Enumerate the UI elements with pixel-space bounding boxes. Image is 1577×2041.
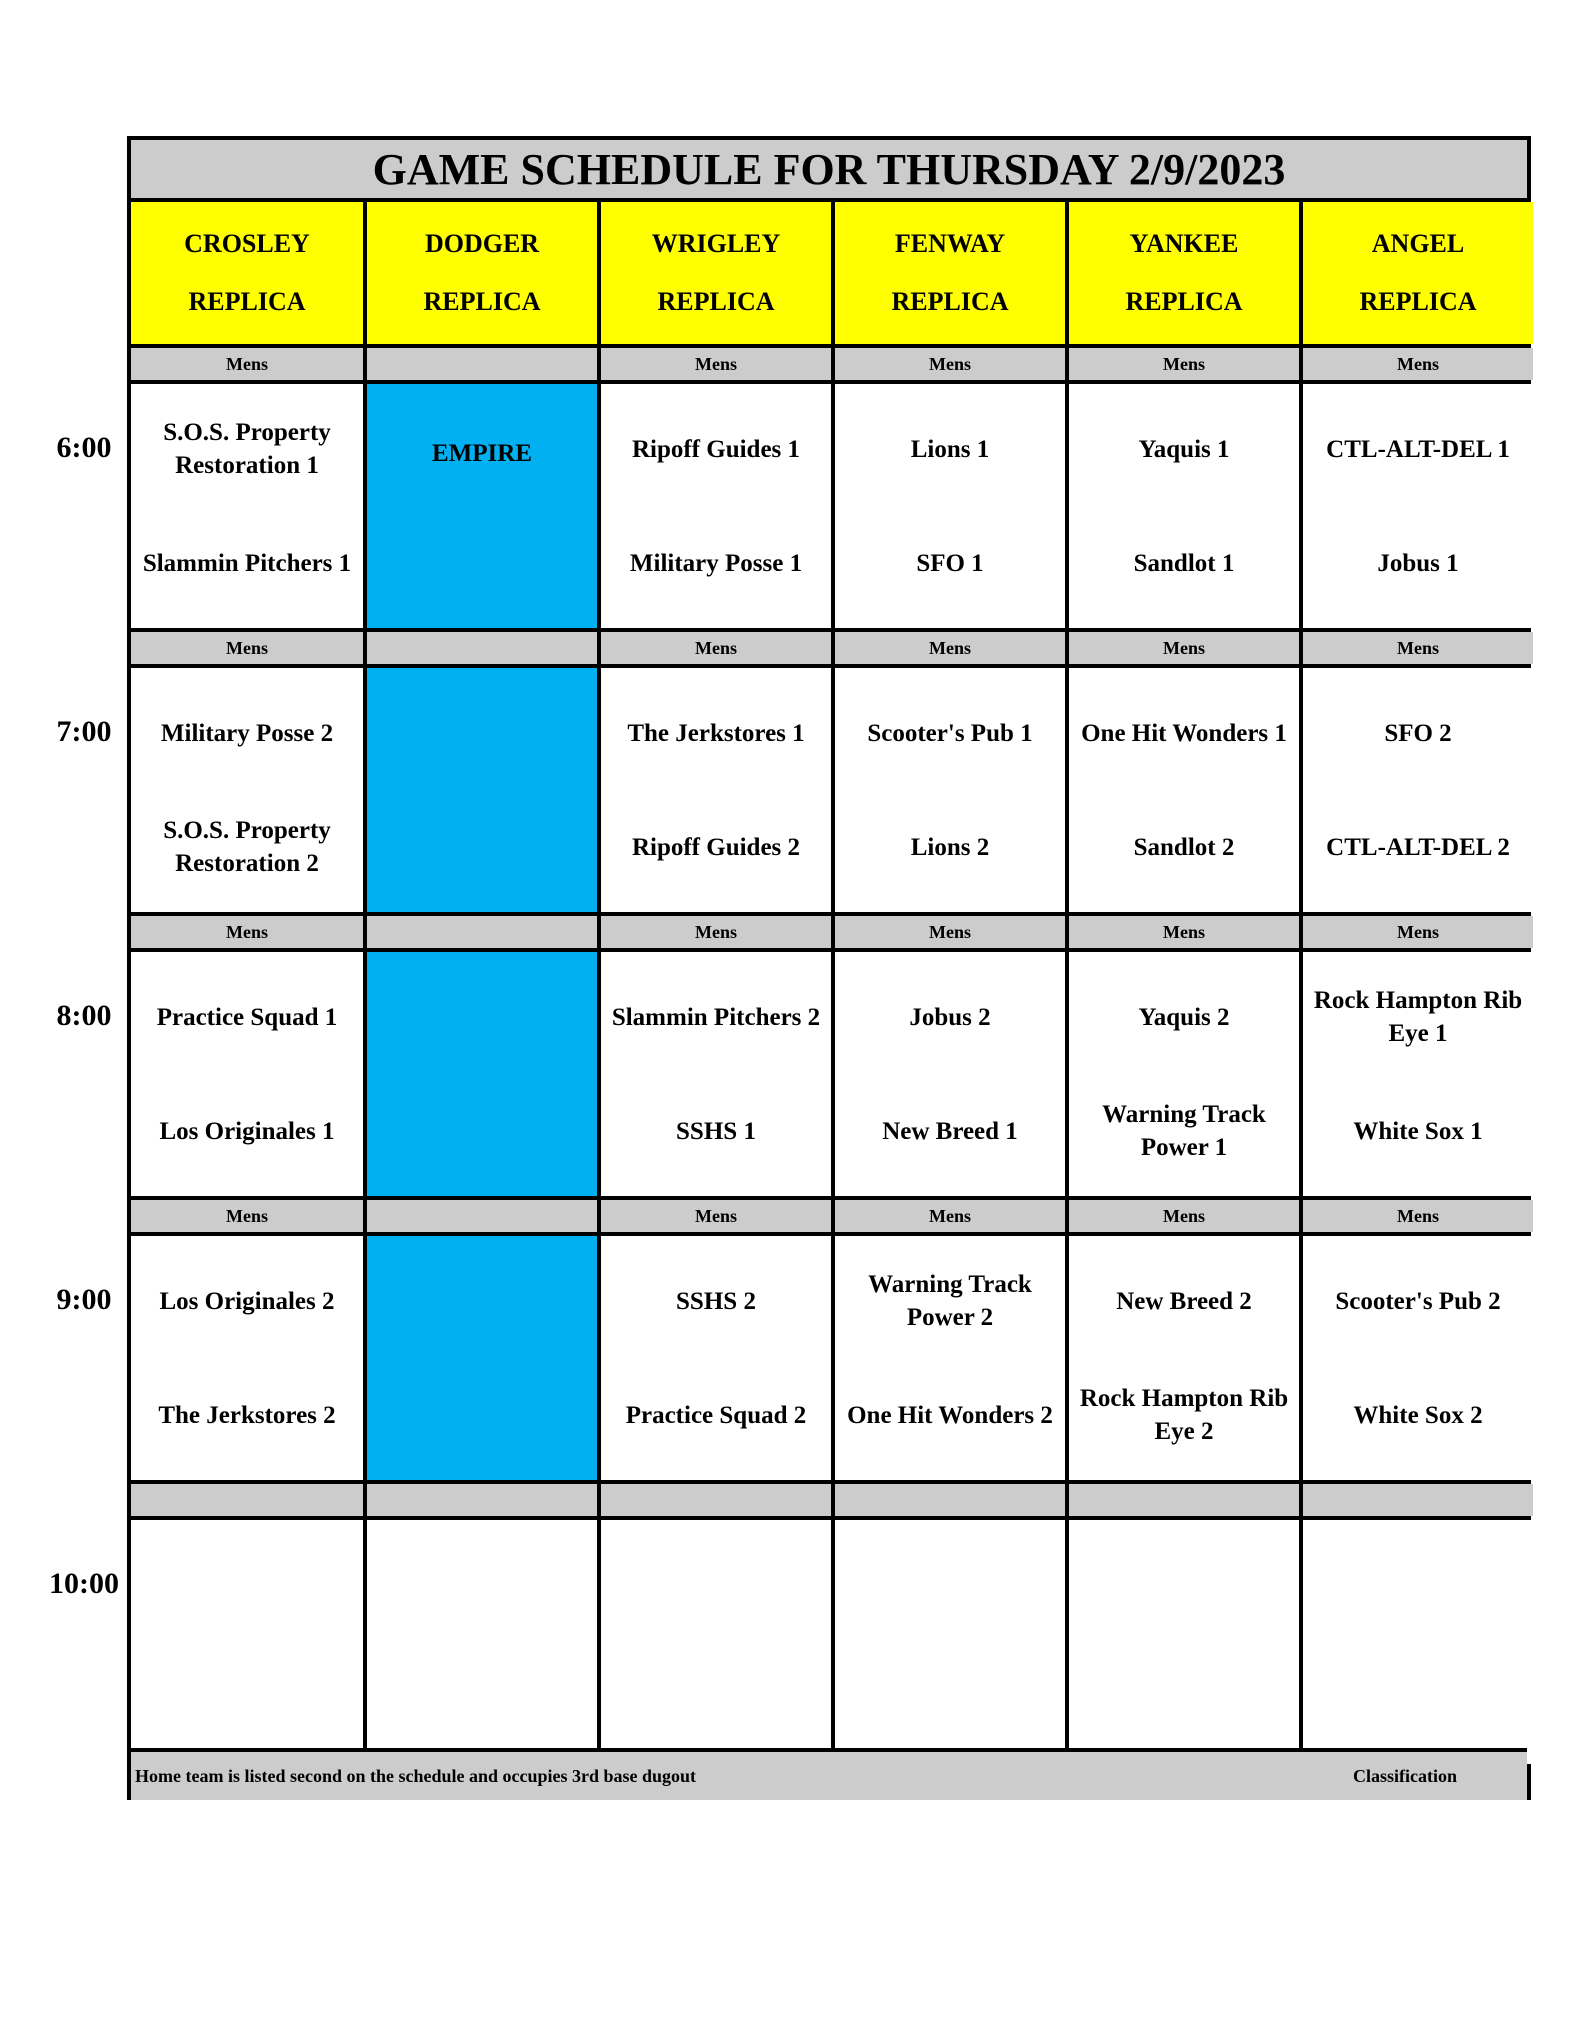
game-cell [1303, 1236, 1533, 1480]
closed-field-cell [367, 668, 597, 912]
classification-cell [367, 348, 597, 380]
column-divider [1299, 202, 1303, 1748]
home-team: Rock Hampton Rib Eye 2 [1079, 1385, 1289, 1445]
classification-cell [1069, 1484, 1299, 1516]
game-cell [1069, 668, 1299, 912]
game-cell [1303, 952, 1533, 1196]
classification-cell: Mens [131, 1200, 363, 1232]
classification-cell: Mens [601, 916, 831, 948]
classification-cell: Mens [1303, 916, 1533, 948]
away-team: Practice Squad 1 [156, 1003, 338, 1031]
game-cell [131, 1520, 363, 1764]
home-team: New Breed 1 [882, 1117, 1018, 1145]
classification-cell: Mens [601, 348, 831, 380]
classification-cell: Mens [1069, 1200, 1299, 1232]
classification-cell [367, 916, 597, 948]
time-label: 8:00 [56, 999, 112, 1032]
time-label: 6:00 [56, 431, 112, 464]
field-name: CROSLEY [184, 229, 310, 258]
away-team: EMPIRE [432, 439, 532, 467]
away-team: S.O.S. Property Restoration 1 [163, 419, 331, 479]
game-cell [835, 384, 1065, 628]
game-cell [1069, 384, 1299, 628]
game-cell [835, 1236, 1065, 1480]
game-cell [601, 1236, 831, 1480]
classification-cell: Mens [131, 916, 363, 948]
home-team: White Sox 2 [1353, 1401, 1483, 1429]
field-header [1069, 202, 1299, 344]
game-cell [1303, 1520, 1533, 1764]
field-subtitle: REPLICA [891, 287, 1009, 316]
game-cell [601, 384, 831, 628]
away-team: Ripoff Guides 1 [631, 435, 801, 463]
field-header [1303, 202, 1533, 344]
away-team: Slammin Pitchers 2 [611, 1003, 821, 1031]
game-cell [367, 1520, 597, 1764]
game-cell [601, 668, 831, 912]
game-cell [1069, 1236, 1299, 1480]
away-team: Jobus 2 [909, 1003, 991, 1031]
home-team: Warning Track Power 1 [1102, 1101, 1266, 1161]
classification-cell: Mens [1303, 1200, 1533, 1232]
classification-cell [1303, 1484, 1533, 1516]
classification-cell [367, 632, 597, 664]
away-team: Scooter's Pub 2 [1335, 1287, 1501, 1315]
away-team: Scooter's Pub 1 [867, 719, 1033, 747]
away-team: SFO 2 [1384, 719, 1452, 747]
classification-cell [367, 1200, 597, 1232]
field-name: ANGEL [1371, 229, 1465, 258]
game-cell [835, 952, 1065, 1196]
game-cell [131, 384, 363, 628]
schedule-title: GAME SCHEDULE FOR THURSDAY 2/9/2023 [131, 140, 1527, 198]
home-team: SFO 1 [916, 549, 984, 577]
field-subtitle: REPLICA [423, 287, 541, 316]
classification-label: Classification [1353, 1765, 1458, 1786]
game-cell [131, 952, 363, 1196]
classification-cell: Mens [1069, 348, 1299, 380]
home-team: Ripoff Guides 2 [631, 833, 801, 861]
home-team: Slammin Pitchers 1 [142, 549, 352, 577]
home-team: S.O.S. Property Restoration 2 [163, 817, 331, 877]
game-cell [1303, 668, 1533, 912]
classification-cell: Mens [1069, 916, 1299, 948]
game-cell [601, 1520, 831, 1764]
classification-cell [131, 1484, 363, 1516]
home-team: White Sox 1 [1353, 1117, 1483, 1145]
field-name: YANKEE [1129, 229, 1239, 258]
field-subtitle: REPLICA [657, 287, 775, 316]
home-team: The Jerkstores 2 [158, 1401, 336, 1429]
footer-row [131, 1752, 1527, 1800]
away-team: Military Posse 2 [160, 719, 334, 747]
game-cell [1069, 1520, 1299, 1764]
away-team: SSHS 2 [676, 1287, 756, 1315]
field-name: DODGER [424, 229, 540, 258]
away-team: Rock Hampton Rib Eye 1 [1313, 987, 1523, 1047]
away-team: Warning Track Power 2 [868, 1271, 1032, 1331]
column-divider [1065, 202, 1069, 1748]
closed-field-cell [367, 952, 597, 1196]
home-team: Lions 2 [910, 833, 990, 861]
column-divider [363, 202, 367, 1748]
classification-cell: Mens [1069, 632, 1299, 664]
classification-cell [835, 1484, 1065, 1516]
home-team: Sandlot 1 [1133, 549, 1235, 577]
away-team: Lions 1 [910, 435, 990, 463]
classification-cell: Mens [835, 1200, 1065, 1232]
classification-cell: Mens [131, 348, 363, 380]
classification-cell [601, 1484, 831, 1516]
game-cell [131, 668, 363, 912]
away-team: Los Originales 2 [159, 1287, 335, 1315]
field-header [601, 202, 831, 344]
away-team: CTL-ALT-DEL 1 [1326, 435, 1510, 463]
time-label: 9:00 [56, 1283, 112, 1316]
away-team: The Jerkstores 1 [627, 719, 805, 747]
closed-field-cell [367, 1236, 597, 1480]
classification-cell: Mens [835, 348, 1065, 380]
time-label: 10:00 [49, 1567, 119, 1600]
field-header [835, 202, 1065, 344]
schedule-table [127, 136, 1531, 1800]
home-team: Practice Squad 2 [625, 1401, 807, 1429]
classification-cell: Mens [1303, 632, 1533, 664]
column-divider [597, 202, 601, 1748]
away-team: New Breed 2 [1116, 1287, 1252, 1315]
field-name: FENWAY [894, 229, 1006, 258]
classification-cell: Mens [835, 632, 1065, 664]
field-subtitle: REPLICA [188, 287, 306, 316]
game-cell [1303, 384, 1533, 628]
classification-cell: Mens [601, 632, 831, 664]
field-name: WRIGLEY [651, 229, 781, 258]
home-team: Military Posse 1 [629, 549, 803, 577]
game-cell [835, 668, 1065, 912]
classification-cell: Mens [131, 632, 363, 664]
game-cell [1069, 952, 1299, 1196]
home-team: Jobus 1 [1377, 549, 1459, 577]
field-header [367, 202, 597, 344]
classification-cell [367, 1484, 597, 1516]
home-team: SSHS 1 [676, 1117, 756, 1145]
home-team-note: Home team is listed second on the schedule and occupies 3rd base dugout [135, 1765, 697, 1786]
game-cell [131, 1236, 363, 1480]
field-subtitle: REPLICA [1125, 287, 1243, 316]
field-subtitle: REPLICA [1359, 287, 1477, 316]
closed-field-cell [367, 384, 597, 628]
away-team: One Hit Wonders 1 [1081, 719, 1287, 747]
game-cell [835, 1520, 1065, 1764]
classification-cell: Mens [835, 916, 1065, 948]
away-team: Yaquis 2 [1138, 1003, 1230, 1031]
field-header [131, 202, 363, 344]
away-team: Yaquis 1 [1138, 435, 1230, 463]
column-divider [831, 202, 835, 1748]
game-cell [601, 952, 831, 1196]
home-team: Los Originales 1 [159, 1117, 335, 1145]
time-label: 7:00 [56, 715, 112, 748]
classification-cell: Mens [601, 1200, 831, 1232]
home-team: One Hit Wonders 2 [847, 1401, 1053, 1429]
classification-cell: Mens [1303, 348, 1533, 380]
home-team: CTL-ALT-DEL 2 [1326, 833, 1510, 861]
home-team: Sandlot 2 [1133, 833, 1235, 861]
